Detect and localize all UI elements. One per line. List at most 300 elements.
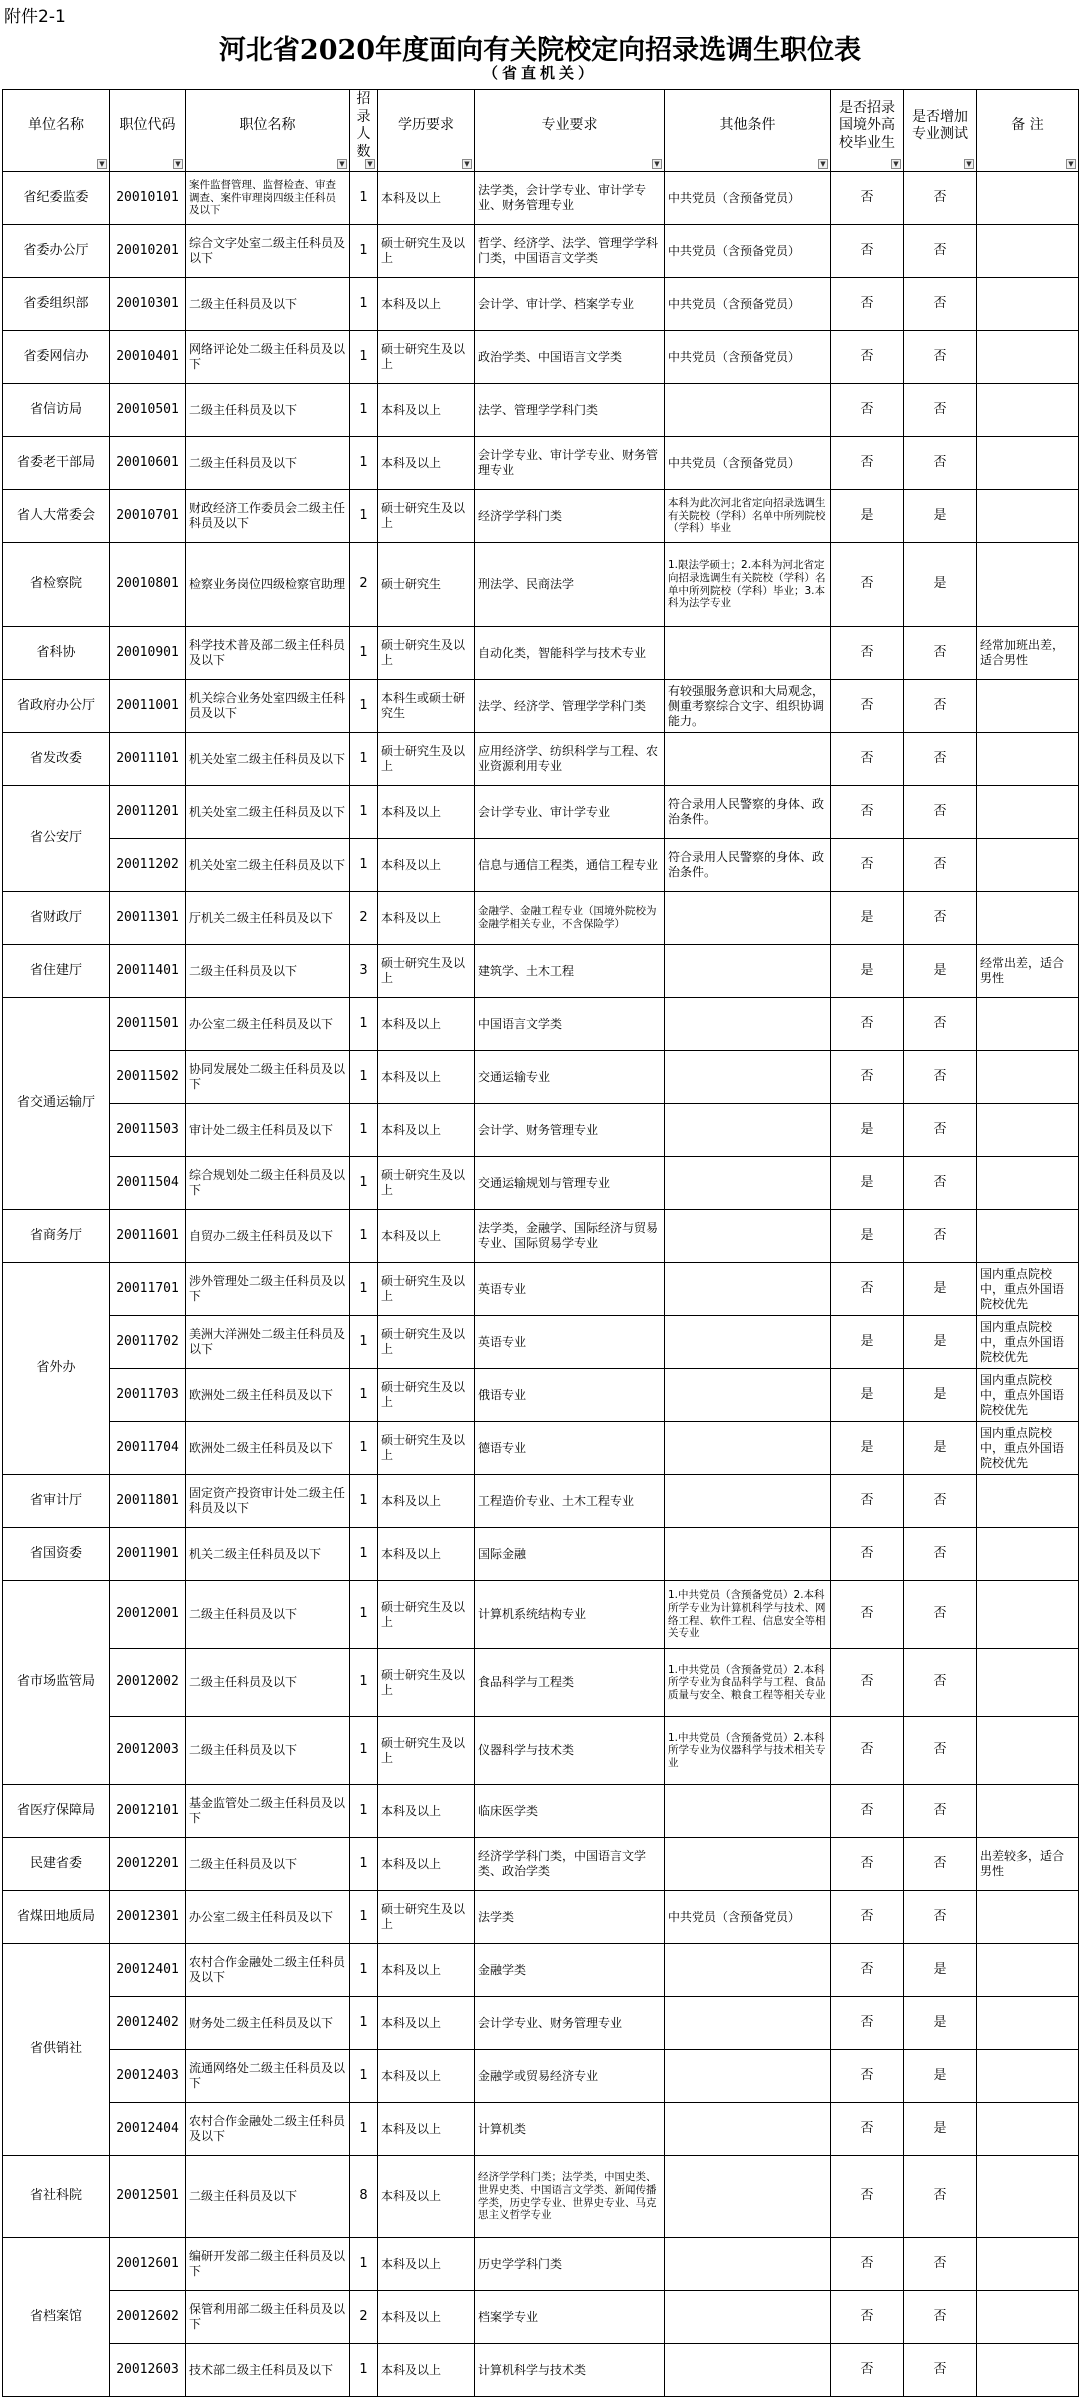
major-requirement: 档案学专业 xyxy=(475,2291,665,2344)
position-code: 20011401 xyxy=(110,945,186,998)
education-requirement: 本科及以上 xyxy=(378,1944,475,1997)
recruit-count: 1 xyxy=(350,2344,378,2397)
professional-test: 是 xyxy=(904,490,977,543)
table-row xyxy=(3,1838,1079,1891)
attachment-label: 附件2-1 xyxy=(4,7,66,27)
professional-test: 否 xyxy=(904,733,977,786)
remarks xyxy=(977,278,1079,331)
education-requirement: 硕士研究生 xyxy=(378,543,475,627)
position-code: 20011101 xyxy=(110,733,186,786)
other-conditions xyxy=(665,2344,831,2397)
major-requirement: 金融学或贸易经济专业 xyxy=(475,2050,665,2103)
other-conditions xyxy=(665,2291,831,2344)
major-requirement: 政治学类、中国语言文学类 xyxy=(475,331,665,384)
position-code: 20011504 xyxy=(110,1157,186,1210)
position-code: 20012101 xyxy=(110,1785,186,1838)
overseas-graduates: 否 xyxy=(831,2050,904,2103)
other-conditions xyxy=(665,1944,831,1997)
filter-dropdown-icon[interactable]: ▼ xyxy=(818,159,828,169)
remarks: 经常出差，适合男性 xyxy=(977,945,1079,998)
unit-name: 省科协 xyxy=(3,627,110,680)
recruit-count: 1 xyxy=(350,1944,378,1997)
header-major[interactable]: 专业要求 ▼ xyxy=(475,90,665,172)
position-code: 20011503 xyxy=(110,1104,186,1157)
recruit-count: 1 xyxy=(350,1528,378,1581)
education-requirement: 本科及以上 xyxy=(378,1104,475,1157)
position-title: 流通网络处二级主任科员及以下 xyxy=(186,2050,350,2103)
major-requirement: 中国语言文学类 xyxy=(475,998,665,1051)
professional-test: 否 xyxy=(904,1528,977,1581)
professional-test: 否 xyxy=(904,786,977,839)
position-code: 20012404 xyxy=(110,2103,186,2156)
major-requirement: 仪器科学与技术类 xyxy=(475,1717,665,1785)
unit-name: 省委老干部局 xyxy=(3,437,110,490)
professional-test: 否 xyxy=(904,1051,977,1104)
unit-name: 省医疗保障局 xyxy=(3,1785,110,1838)
header-code[interactable]: 职位代码 ▼ xyxy=(110,90,186,172)
major-requirement: 工程造价专业、土木工程专业 xyxy=(475,1475,665,1528)
education-requirement: 硕士研究生及以上 xyxy=(378,490,475,543)
header-education[interactable]: 学历要求 ▼ xyxy=(378,90,475,172)
overseas-graduates: 否 xyxy=(831,839,904,892)
education-requirement: 本科及以上 xyxy=(378,1528,475,1581)
remarks xyxy=(977,1475,1079,1528)
other-conditions xyxy=(665,1051,831,1104)
other-conditions xyxy=(665,1157,831,1210)
education-requirement: 本科及以上 xyxy=(378,2156,475,2238)
remarks: 国内重点院校中，重点外国语院校优先 xyxy=(977,1316,1079,1369)
table-row xyxy=(3,627,1079,680)
table-row xyxy=(3,384,1079,437)
header-count[interactable]: 招录人数 ▼ xyxy=(350,90,378,172)
major-requirement: 法学类，会计学专业、审计学专业、财务管理专业 xyxy=(475,172,665,225)
remarks xyxy=(977,384,1079,437)
recruit-count: 1 xyxy=(350,1785,378,1838)
professional-test: 否 xyxy=(904,172,977,225)
recruit-count: 3 xyxy=(350,945,378,998)
unit-name: 省检察院 xyxy=(3,543,110,627)
position-title: 欧洲处二级主任科员及以下 xyxy=(186,1422,350,1475)
education-requirement: 硕士研究生及以上 xyxy=(378,1316,475,1369)
major-requirement: 建筑学、土木工程 xyxy=(475,945,665,998)
position-code: 20011701 xyxy=(110,1263,186,1316)
table-row xyxy=(3,1581,1079,1649)
position-code: 20012201 xyxy=(110,1838,186,1891)
position-code: 20010901 xyxy=(110,627,186,680)
filter-dropdown-icon[interactable]: ▼ xyxy=(462,159,472,169)
table-row xyxy=(3,2238,1079,2291)
position-code: 20012601 xyxy=(110,2238,186,2291)
professional-test: 否 xyxy=(904,1717,977,1785)
position-code: 20012002 xyxy=(110,1649,186,1717)
position-title: 机关处室二级主任科员及以下 xyxy=(186,786,350,839)
professional-test: 否 xyxy=(904,1104,977,1157)
major-requirement: 历史学学科门类 xyxy=(475,2238,665,2291)
overseas-graduates: 否 xyxy=(831,1717,904,1785)
overseas-graduates: 否 xyxy=(831,1528,904,1581)
overseas-graduates: 是 xyxy=(831,1422,904,1475)
overseas-graduates: 否 xyxy=(831,627,904,680)
remarks xyxy=(977,1649,1079,1717)
other-conditions xyxy=(665,2050,831,2103)
page-title: 河北省2020年度面向有关院校定向招录选调生职位表 xyxy=(218,35,862,66)
position-title: 农村合作金融处二级主任科员及以下 xyxy=(186,1944,350,1997)
remarks xyxy=(977,2103,1079,2156)
professional-test: 否 xyxy=(904,1475,977,1528)
position-code: 20012501 xyxy=(110,2156,186,2238)
other-conditions: 符合录用人民警察的身体、政治条件。 xyxy=(665,786,831,839)
remarks xyxy=(977,1157,1079,1210)
filter-dropdown-icon[interactable]: ▼ xyxy=(173,159,183,169)
position-title: 检察业务岗位四级检察官助理 xyxy=(186,543,350,627)
education-requirement: 本科及以上 xyxy=(378,1785,475,1838)
other-conditions xyxy=(665,1422,831,1475)
recruit-count: 1 xyxy=(350,1997,378,2050)
major-requirement: 会计学、财务管理专业 xyxy=(475,1104,665,1157)
professional-test: 否 xyxy=(904,1581,977,1649)
education-requirement: 本科及以上 xyxy=(378,998,475,1051)
unit-name: 省市场监管局 xyxy=(3,1581,110,1785)
header-unit[interactable]: 单位名称 ▼ xyxy=(3,90,110,172)
position-code: 20011702 xyxy=(110,1316,186,1369)
major-requirement: 英语专业 xyxy=(475,1316,665,1369)
recruit-count: 1 xyxy=(350,786,378,839)
professional-test: 是 xyxy=(904,1997,977,2050)
other-conditions xyxy=(665,1785,831,1838)
professional-test: 否 xyxy=(904,839,977,892)
table-row xyxy=(3,680,1079,733)
position-code: 20012401 xyxy=(110,1944,186,1997)
position-title: 厅机关二级主任科员及以下 xyxy=(186,892,350,945)
position-code: 20012403 xyxy=(110,2050,186,2103)
overseas-graduates: 否 xyxy=(831,1475,904,1528)
table-row xyxy=(3,1316,1079,1369)
other-conditions xyxy=(665,1528,831,1581)
unit-name: 省住建厅 xyxy=(3,945,110,998)
overseas-graduates: 否 xyxy=(831,2238,904,2291)
recruit-count: 1 xyxy=(350,1104,378,1157)
overseas-graduates: 否 xyxy=(831,680,904,733)
remarks xyxy=(977,1785,1079,1838)
overseas-graduates: 否 xyxy=(831,1785,904,1838)
recruit-count: 1 xyxy=(350,2238,378,2291)
major-requirement: 信息与通信工程类，通信工程专业 xyxy=(475,839,665,892)
overseas-graduates: 是 xyxy=(831,1157,904,1210)
position-code: 20012001 xyxy=(110,1581,186,1649)
positions-table xyxy=(2,89,1079,2397)
education-requirement: 本科及以上 xyxy=(378,786,475,839)
other-conditions xyxy=(665,1263,831,1316)
overseas-graduates: 否 xyxy=(831,1891,904,1944)
major-requirement: 哲学、经济学、法学、管理学学科门类，中国语言文学类 xyxy=(475,225,665,278)
position-code: 20012003 xyxy=(110,1717,186,1785)
table-row xyxy=(3,839,1079,892)
position-title: 涉外管理处二级主任科员及以下 xyxy=(186,1263,350,1316)
professional-test: 否 xyxy=(904,680,977,733)
major-requirement: 计算机类 xyxy=(475,2103,665,2156)
table-row xyxy=(3,1717,1079,1785)
remarks xyxy=(977,2238,1079,2291)
professional-test: 否 xyxy=(904,2291,977,2344)
filter-dropdown-icon[interactable]: ▼ xyxy=(97,159,107,169)
remarks xyxy=(977,1717,1079,1785)
header-overseas[interactable]: 是否招录国境外高校毕业生 ▼ xyxy=(831,90,904,172)
professional-test: 否 xyxy=(904,2156,977,2238)
other-conditions: 中共党员（含预备党员） xyxy=(665,331,831,384)
remarks xyxy=(977,680,1079,733)
overseas-graduates: 是 xyxy=(831,490,904,543)
header-title[interactable]: 职位名称 ▼ xyxy=(186,90,350,172)
recruit-count: 1 xyxy=(350,839,378,892)
major-requirement: 法学、经济学、管理学学科门类 xyxy=(475,680,665,733)
education-requirement: 硕士研究生及以上 xyxy=(378,1717,475,1785)
recruit-count: 1 xyxy=(350,1316,378,1369)
major-requirement: 金融学、金融工程专业（国境外院校为金融学相关专业，不含保险学） xyxy=(475,892,665,945)
recruit-count: 1 xyxy=(350,1263,378,1316)
recruit-count: 1 xyxy=(350,225,378,278)
overseas-graduates: 是 xyxy=(831,1210,904,1263)
table-row xyxy=(3,1785,1079,1838)
professional-test: 否 xyxy=(904,331,977,384)
education-requirement: 硕士研究生及以上 xyxy=(378,1263,475,1316)
overseas-graduates: 否 xyxy=(831,437,904,490)
professional-test: 否 xyxy=(904,225,977,278)
position-title: 综合规划处二级主任科员及以下 xyxy=(186,1157,350,1210)
major-requirement: 经济学学科门类 xyxy=(475,490,665,543)
position-code: 20011202 xyxy=(110,839,186,892)
professional-test: 是 xyxy=(904,543,977,627)
filter-dropdown-icon[interactable]: ▼ xyxy=(652,159,662,169)
education-requirement: 本科及以上 xyxy=(378,1997,475,2050)
other-conditions xyxy=(665,1104,831,1157)
table-row xyxy=(3,331,1079,384)
recruit-count: 1 xyxy=(350,733,378,786)
table-row xyxy=(3,2050,1079,2103)
recruit-count: 1 xyxy=(350,1157,378,1210)
unit-name: 省社科院 xyxy=(3,2156,110,2238)
overseas-graduates: 否 xyxy=(831,543,904,627)
other-conditions: 中共党员（含预备党员） xyxy=(665,437,831,490)
table-row xyxy=(3,543,1079,627)
recruit-count: 1 xyxy=(350,278,378,331)
table-row xyxy=(3,945,1079,998)
professional-test: 否 xyxy=(904,278,977,331)
major-requirement: 法学类 xyxy=(475,1891,665,1944)
education-requirement: 本科及以上 xyxy=(378,1051,475,1104)
table-row xyxy=(3,225,1079,278)
remarks xyxy=(977,490,1079,543)
overseas-graduates: 否 xyxy=(831,225,904,278)
major-requirement: 计算机系统结构专业 xyxy=(475,1581,665,1649)
overseas-graduates: 是 xyxy=(831,892,904,945)
unit-name: 省供销社 xyxy=(3,1944,110,2156)
remarks xyxy=(977,1944,1079,1997)
major-requirement: 英语专业 xyxy=(475,1263,665,1316)
position-title: 固定资产投资审计处二级主任科员及以下 xyxy=(186,1475,350,1528)
overseas-graduates: 是 xyxy=(831,945,904,998)
unit-name: 省发改委 xyxy=(3,733,110,786)
major-requirement: 交通运输专业 xyxy=(475,1051,665,1104)
position-code: 20010201 xyxy=(110,225,186,278)
unit-name: 省委组织部 xyxy=(3,278,110,331)
overseas-graduates: 是 xyxy=(831,1369,904,1422)
education-requirement: 本科及以上 xyxy=(378,1210,475,1263)
table-row xyxy=(3,1104,1079,1157)
position-title: 二级主任科员及以下 xyxy=(186,278,350,331)
other-conditions: 中共党员（含预备党员） xyxy=(665,278,831,331)
overseas-graduates: 否 xyxy=(831,384,904,437)
education-requirement: 本科及以上 xyxy=(378,2291,475,2344)
other-conditions xyxy=(665,1838,831,1891)
filter-dropdown-icon[interactable]: ▼ xyxy=(1066,159,1076,169)
remarks xyxy=(977,1051,1079,1104)
remarks xyxy=(977,786,1079,839)
position-title: 保管利用部二级主任科员及以下 xyxy=(186,2291,350,2344)
remarks xyxy=(977,2291,1079,2344)
position-code: 20010601 xyxy=(110,437,186,490)
other-conditions: 1.限法学硕士；2.本科为河北省定向招录选调生有关院校（学科）名单中所列院校（学科）毕业；3.本科为法学专业 xyxy=(665,543,831,627)
recruit-count: 1 xyxy=(350,1475,378,1528)
major-requirement: 临床医学类 xyxy=(475,1785,665,1838)
position-title: 编研开发部二级主任科员及以下 xyxy=(186,2238,350,2291)
position-code: 20010501 xyxy=(110,384,186,437)
major-requirement: 会计学、审计学、档案学专业 xyxy=(475,278,665,331)
remarks xyxy=(977,1891,1079,1944)
remarks xyxy=(977,839,1079,892)
unit-name: 省国资委 xyxy=(3,1528,110,1581)
overseas-graduates: 否 xyxy=(831,1944,904,1997)
recruit-count: 1 xyxy=(350,1649,378,1717)
overseas-graduates: 否 xyxy=(831,1838,904,1891)
table-row xyxy=(3,1051,1079,1104)
education-requirement: 硕士研究生及以上 xyxy=(378,1581,475,1649)
overseas-graduates: 否 xyxy=(831,786,904,839)
professional-test: 否 xyxy=(904,1785,977,1838)
education-requirement: 本科及以上 xyxy=(378,2344,475,2397)
other-conditions: 符合录用人民警察的身体、政治条件。 xyxy=(665,839,831,892)
position-title: 二级主任科员及以下 xyxy=(186,437,350,490)
professional-test: 否 xyxy=(904,1838,977,1891)
other-conditions: 1.中共党员（含预备党员）2.本科所学专业为计算机科学与技术、网络工程、软件工程、信息安全等相关专业 xyxy=(665,1581,831,1649)
position-code: 20010101 xyxy=(110,172,186,225)
table-row xyxy=(3,1210,1079,1263)
major-requirement: 经济学学科门类，中国语言文学类、政治学类 xyxy=(475,1838,665,1891)
table-row xyxy=(3,2156,1079,2238)
position-title: 财务处二级主任科员及以下 xyxy=(186,1997,350,2050)
overseas-graduates: 否 xyxy=(831,1649,904,1717)
position-title: 网络评论处二级主任科员及以下 xyxy=(186,331,350,384)
major-requirement: 食品科学与工程类 xyxy=(475,1649,665,1717)
position-title: 技术部二级主任科员及以下 xyxy=(186,2344,350,2397)
recruit-count: 1 xyxy=(350,2103,378,2156)
unit-name: 省纪委监委 xyxy=(3,172,110,225)
major-requirement: 德语专业 xyxy=(475,1422,665,1475)
position-code: 20012402 xyxy=(110,1997,186,2050)
major-requirement: 俄语专业 xyxy=(475,1369,665,1422)
filter-dropdown-icon[interactable]: ▼ xyxy=(964,159,974,169)
position-code: 20011001 xyxy=(110,680,186,733)
unit-name: 省人大常委会 xyxy=(3,490,110,543)
position-code: 20010301 xyxy=(110,278,186,331)
unit-name: 省外办 xyxy=(3,1263,110,1475)
table-row xyxy=(3,1157,1079,1210)
recruit-count: 1 xyxy=(350,1369,378,1422)
recruit-count: 1 xyxy=(350,172,378,225)
unit-name: 省委办公厅 xyxy=(3,225,110,278)
major-requirement: 会计学专业、财务管理专业 xyxy=(475,1997,665,2050)
education-requirement: 本科及以上 xyxy=(378,278,475,331)
position-title: 机关二级主任科员及以下 xyxy=(186,1528,350,1581)
unit-name: 省交通运输厅 xyxy=(3,998,110,1210)
filter-dropdown-icon[interactable]: ▼ xyxy=(891,159,901,169)
overseas-graduates: 是 xyxy=(831,1104,904,1157)
position-title: 机关综合业务处室四级主任科员及以下 xyxy=(186,680,350,733)
education-requirement: 本科生或硕士研究生 xyxy=(378,680,475,733)
position-code: 20011501 xyxy=(110,998,186,1051)
professional-test: 是 xyxy=(904,2103,977,2156)
position-code: 20011502 xyxy=(110,1051,186,1104)
recruit-count: 1 xyxy=(350,1422,378,1475)
header-note[interactable]: 备 注 ▼ xyxy=(977,90,1079,172)
education-requirement: 硕士研究生及以上 xyxy=(378,733,475,786)
recruit-count: 1 xyxy=(350,627,378,680)
position-title: 办公室二级主任科员及以下 xyxy=(186,998,350,1051)
professional-test: 否 xyxy=(904,1210,977,1263)
overseas-graduates: 否 xyxy=(831,733,904,786)
overseas-graduates: 否 xyxy=(831,2344,904,2397)
position-code: 20011801 xyxy=(110,1475,186,1528)
table-row xyxy=(3,1369,1079,1422)
education-requirement: 本科及以上 xyxy=(378,839,475,892)
header-other[interactable]: 其他条件 ▼ xyxy=(665,90,831,172)
professional-test: 是 xyxy=(904,1316,977,1369)
recruit-count: 2 xyxy=(350,2291,378,2344)
filter-dropdown-icon[interactable]: ▼ xyxy=(365,159,375,169)
position-title: 财政经济工作委员会二级主任科员及以下 xyxy=(186,490,350,543)
header-test[interactable]: 是否增加专业测试 ▼ xyxy=(904,90,977,172)
other-conditions: 中共党员（含预备党员） xyxy=(665,1891,831,1944)
education-requirement: 本科及以上 xyxy=(378,1838,475,1891)
position-code: 20010801 xyxy=(110,543,186,627)
position-title: 审计处二级主任科员及以下 xyxy=(186,1104,350,1157)
table-row xyxy=(3,490,1079,543)
position-code: 20012301 xyxy=(110,1891,186,1944)
unit-name: 省信访局 xyxy=(3,384,110,437)
position-title: 二级主任科员及以下 xyxy=(186,1717,350,1785)
professional-test: 否 xyxy=(904,998,977,1051)
other-conditions xyxy=(665,1316,831,1369)
unit-name: 省煤田地质局 xyxy=(3,1891,110,1944)
recruit-count: 1 xyxy=(350,680,378,733)
position-code: 20011601 xyxy=(110,1210,186,1263)
education-requirement: 硕士研究生及以上 xyxy=(378,1422,475,1475)
education-requirement: 硕士研究生及以上 xyxy=(378,225,475,278)
table-row xyxy=(3,278,1079,331)
professional-test: 否 xyxy=(904,437,977,490)
overseas-graduates: 否 xyxy=(831,2103,904,2156)
filter-dropdown-icon[interactable]: ▼ xyxy=(337,159,347,169)
remarks xyxy=(977,2050,1079,2103)
other-conditions xyxy=(665,998,831,1051)
education-requirement: 本科及以上 xyxy=(378,2050,475,2103)
overseas-graduates: 否 xyxy=(831,331,904,384)
unit-name: 省档案馆 xyxy=(3,2238,110,2397)
other-conditions xyxy=(665,892,831,945)
remarks: 国内重点院校中，重点外国语院校优先 xyxy=(977,1369,1079,1422)
professional-test: 是 xyxy=(904,2050,977,2103)
table-row xyxy=(3,998,1079,1051)
recruit-count: 1 xyxy=(350,384,378,437)
